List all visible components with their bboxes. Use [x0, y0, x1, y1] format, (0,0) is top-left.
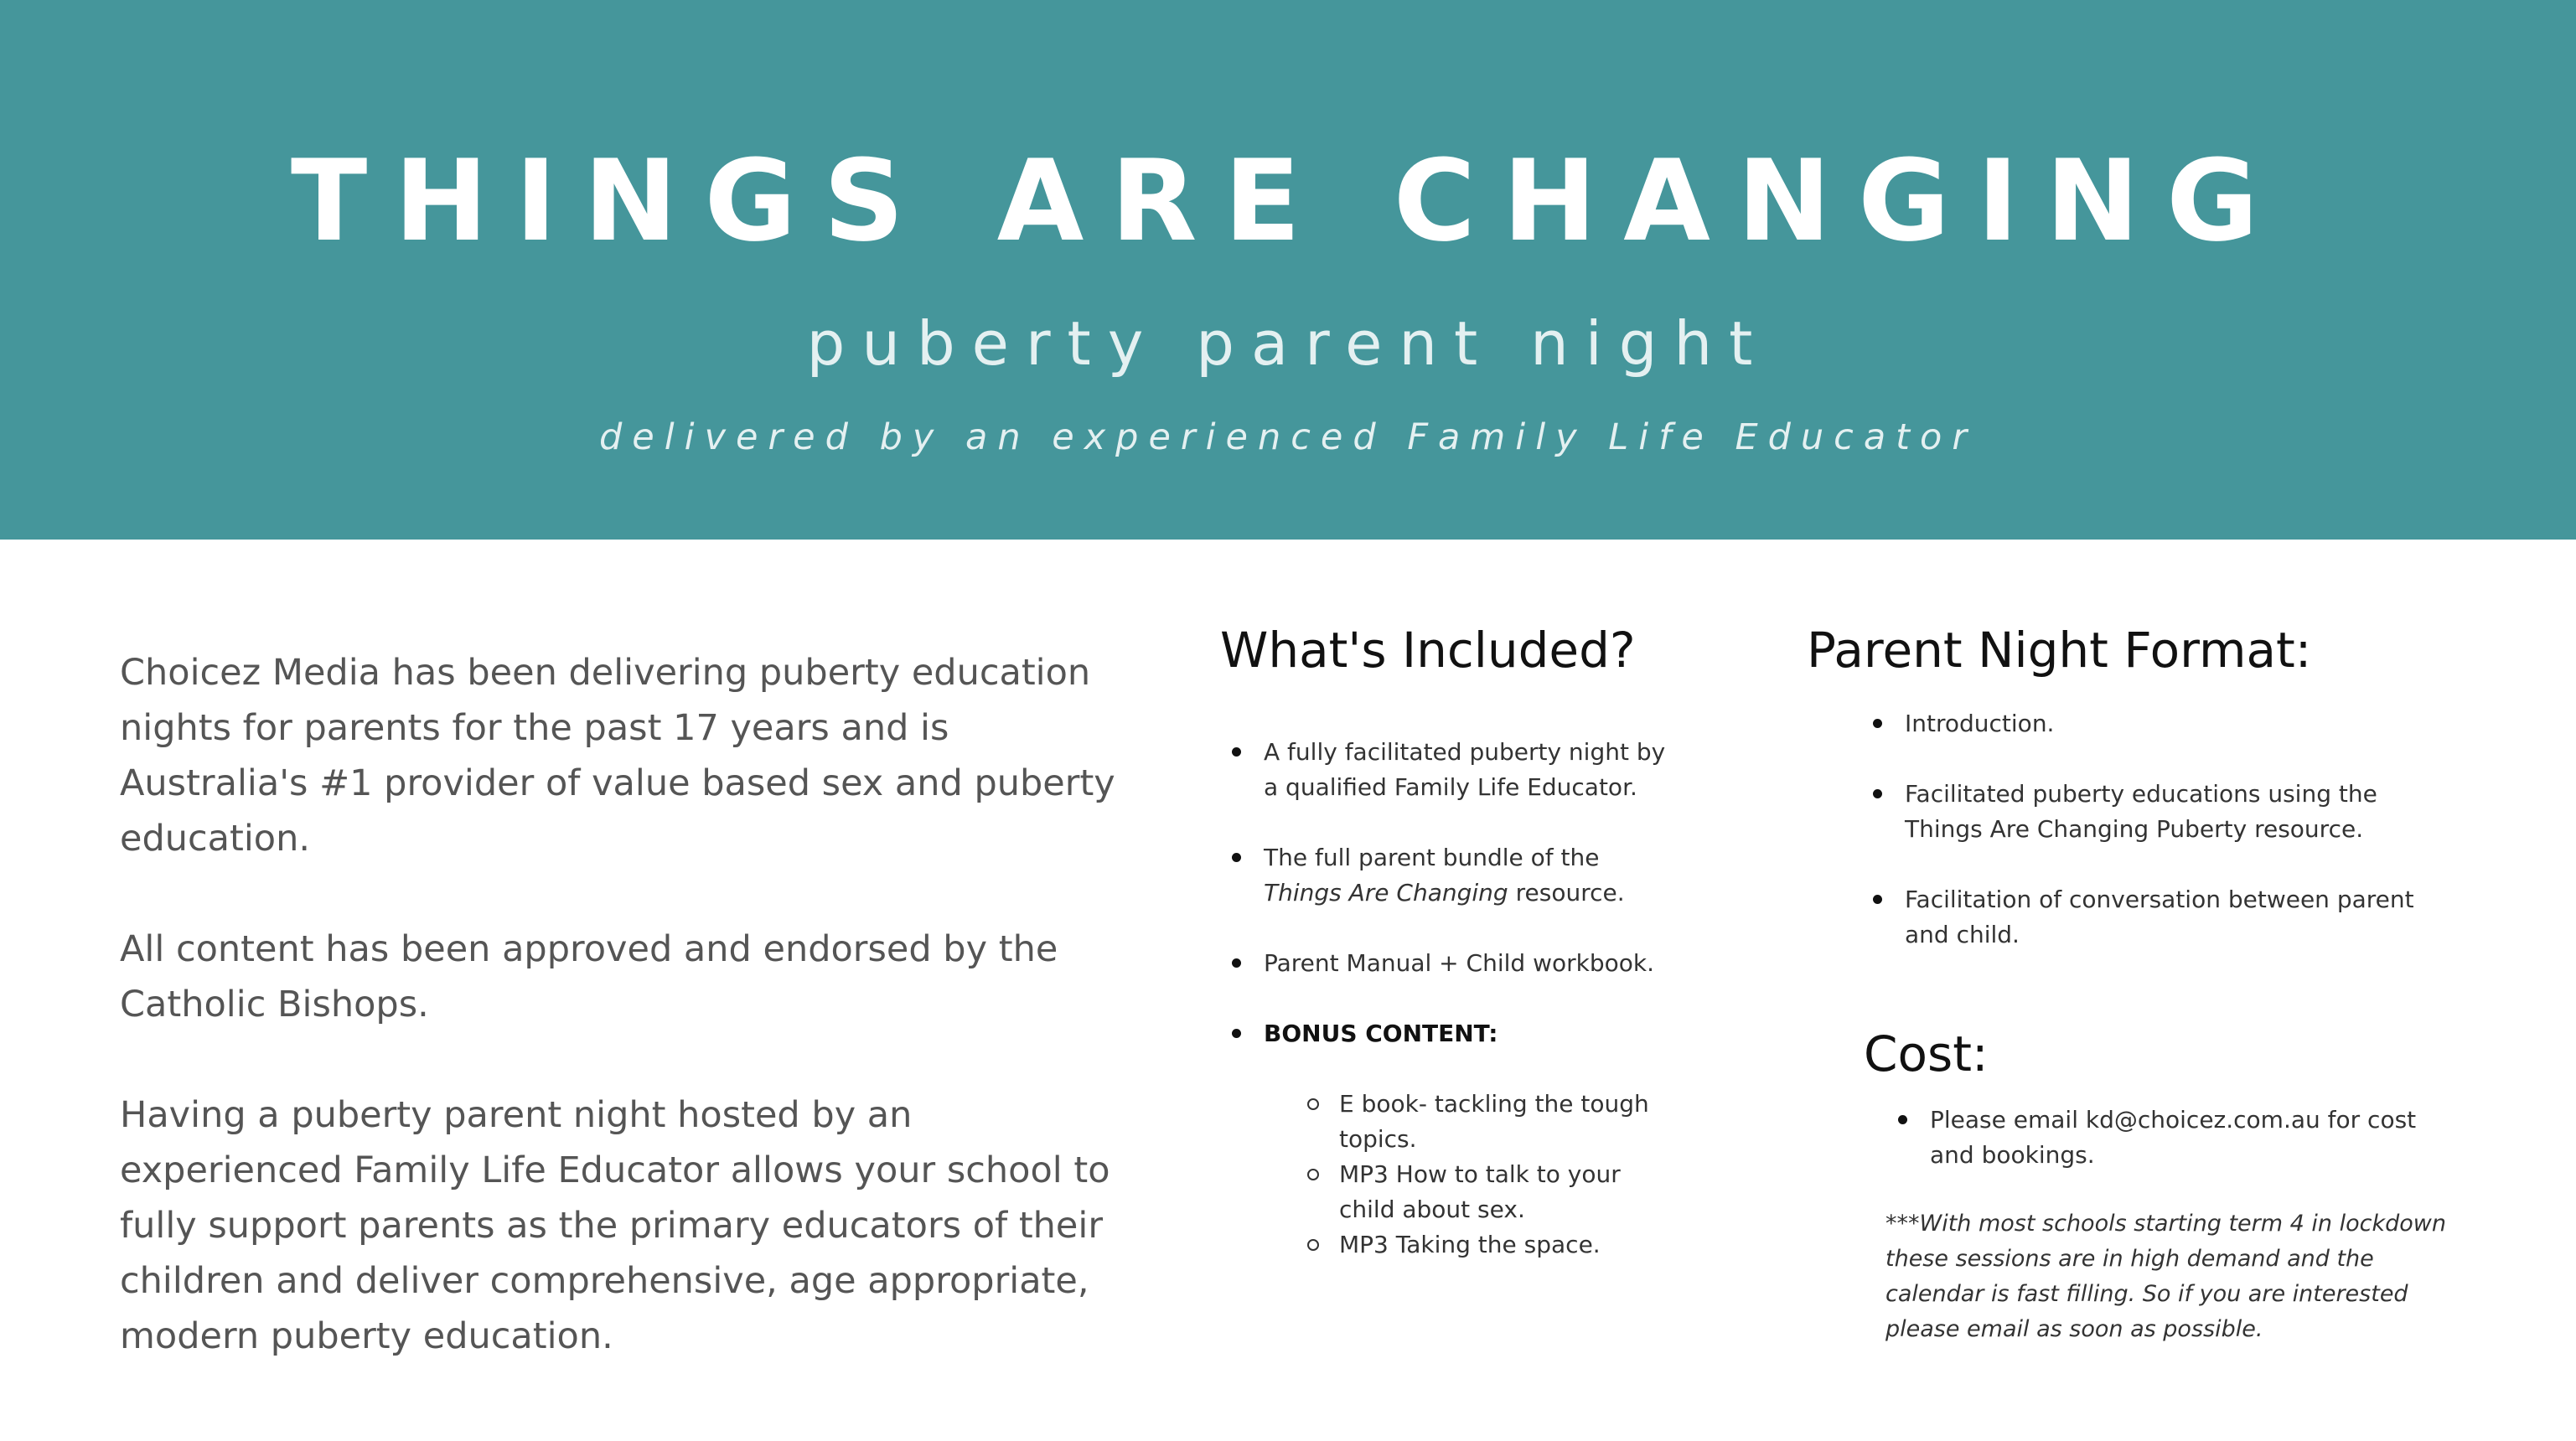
bonus-item: E book- tackling the tough topics. — [1306, 1087, 1666, 1157]
bonus-list — [1306, 1087, 1666, 1263]
cost-heading: Cost: — [1864, 1025, 1989, 1082]
list-item: Parent Manual + Child workbook. — [1230, 946, 1666, 981]
list-item: Facilitated puberty educations using the Things Are Changing Puberty resource. — [1871, 777, 2424, 847]
format-list — [1871, 706, 2424, 953]
page-subtitle: puberty parent night — [806, 308, 1770, 379]
intro-paragraph: Having a puberty parent night hosted by an experienced Family Life Educator allows your school to fully support parents as the primary educators of their children and deliver comprehensive, age appropriate, modern puberty education. — [120, 1094, 1110, 1357]
intro-paragraph: Choicez Media has been delivering puberty education nights for parents for the past 17 years and is Australia's #1 provider of value based sex and puberty education. — [120, 652, 1115, 860]
included-heading: What's Included? — [1220, 622, 1636, 679]
list-item — [1230, 1016, 1666, 1263]
list-item-text: resource. — [1515, 879, 1625, 906]
page-title: THINGS ARE CHANGING — [290, 136, 2286, 266]
format-heading: Parent Night Format: — [1807, 622, 2312, 679]
list-item: Introduction. — [1871, 706, 2424, 741]
bonus-item: MP3 How to talk to your child about sex. — [1306, 1157, 1666, 1227]
intro-section — [120, 645, 1125, 1419]
list-item-text: The full parent bundle of the — [1264, 844, 1600, 871]
cost-list — [1896, 1103, 2433, 1173]
list-item — [1230, 840, 1666, 911]
intro-paragraph: All content has been approved and endorsed by the Catholic Bishops. — [120, 928, 1058, 1025]
list-item: Facilitation of conversation between parent and child. — [1871, 882, 2424, 953]
included-list — [1230, 735, 1666, 1263]
header-banner — [0, 0, 2576, 540]
availability-note: ***With most schools starting term 4 in lockdown these sessions are in high demand and the calendar is fast filling. So if you are interested please email as soon as possible. — [1885, 1211, 2446, 1342]
list-item: A fully facilitated puberty night by a qualified Family Life Educator. — [1230, 735, 1666, 805]
bonus-label: BONUS CONTENT: — [1264, 1020, 1498, 1047]
list-item: Please email kd@choicez.com.au for cost and bookings. — [1896, 1103, 2433, 1173]
page-tagline: delivered by an experienced Family Life Educator — [598, 416, 1978, 458]
bonus-item: MP3 Taking the space. — [1306, 1227, 1666, 1263]
resource-name: Things Are Changing — [1264, 879, 1508, 906]
